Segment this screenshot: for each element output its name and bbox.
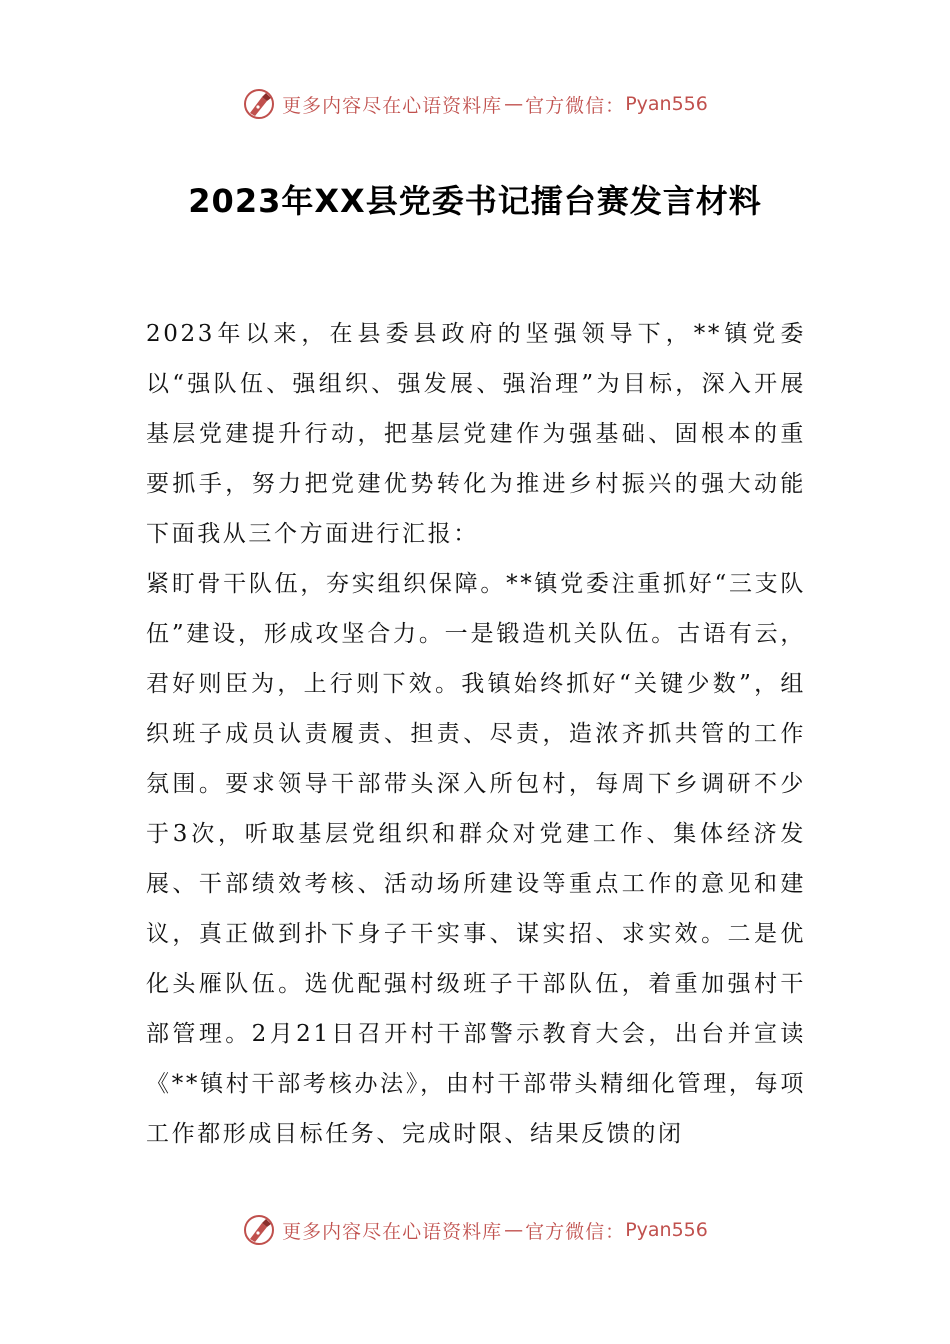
watermark-separator: —	[504, 93, 524, 115]
watermark-text: 更多内容尽在心语资料库	[282, 1220, 503, 1243]
watermark-wechat-id: Pyan556	[625, 93, 708, 115]
watermark-text: 更多内容尽在心语资料库	[282, 94, 503, 117]
watermark-separator: —	[504, 1219, 524, 1241]
watermark-wechat-id: Pyan556	[625, 1219, 708, 1241]
paragraph-intro: 2023年以来，在县委县政府的坚强领导下，**镇党委以“强队伍、强组织、强发展、强治理”为目标，深入开展基层党建提升行动，把基层党建作为强基础、固根本的重要抓手，努力把党建优势转化为推进乡村振兴的强大动能下面我从三个方面进行汇报：	[146, 321, 806, 547]
document-body	[146, 309, 806, 1159]
footer-watermark	[0, 1210, 950, 1250]
document-title: 2023年XX县党委书记擂台赛发言材料	[188, 182, 762, 220]
paragraph-team-building: 紧盯骨干队伍，夯实组织保障。**镇党委注重抓好“三支队伍”建设，形成攻坚合力。一是锻造机关队伍。古语有云，君好则臣为，上行则下效。我镇始终抓好“关键少数”，组织班子成员认责履责、担责、尽责，造浓齐抓共管的工作氛围。要求领导干部带头深入所包村，每周下乡调研不少于3次，听取基层党组织和群众对党建工作、集体经济发展、干部绩效考核、活动场所建设等重点工作的意见和建议，真正做到扑下身子干实事、谋实招、求实效。二是优化头雁队伍。选优配强村级班子干部队伍，着重加强村干部管理。2月21日召开村干部警示教育大会，出台并宣读《**镇村干部考核办法》，由村干部带头精细化管理，每项工作都形成目标任务、完成时限、结果反馈的闭	[146, 571, 806, 1147]
header-watermark	[0, 84, 950, 124]
pen-nib-logo-icon	[242, 1213, 276, 1247]
watermark-label: 官方微信：	[525, 94, 626, 117]
watermark-label: 官方微信：	[525, 1220, 626, 1243]
pen-nib-logo-icon	[242, 87, 276, 121]
